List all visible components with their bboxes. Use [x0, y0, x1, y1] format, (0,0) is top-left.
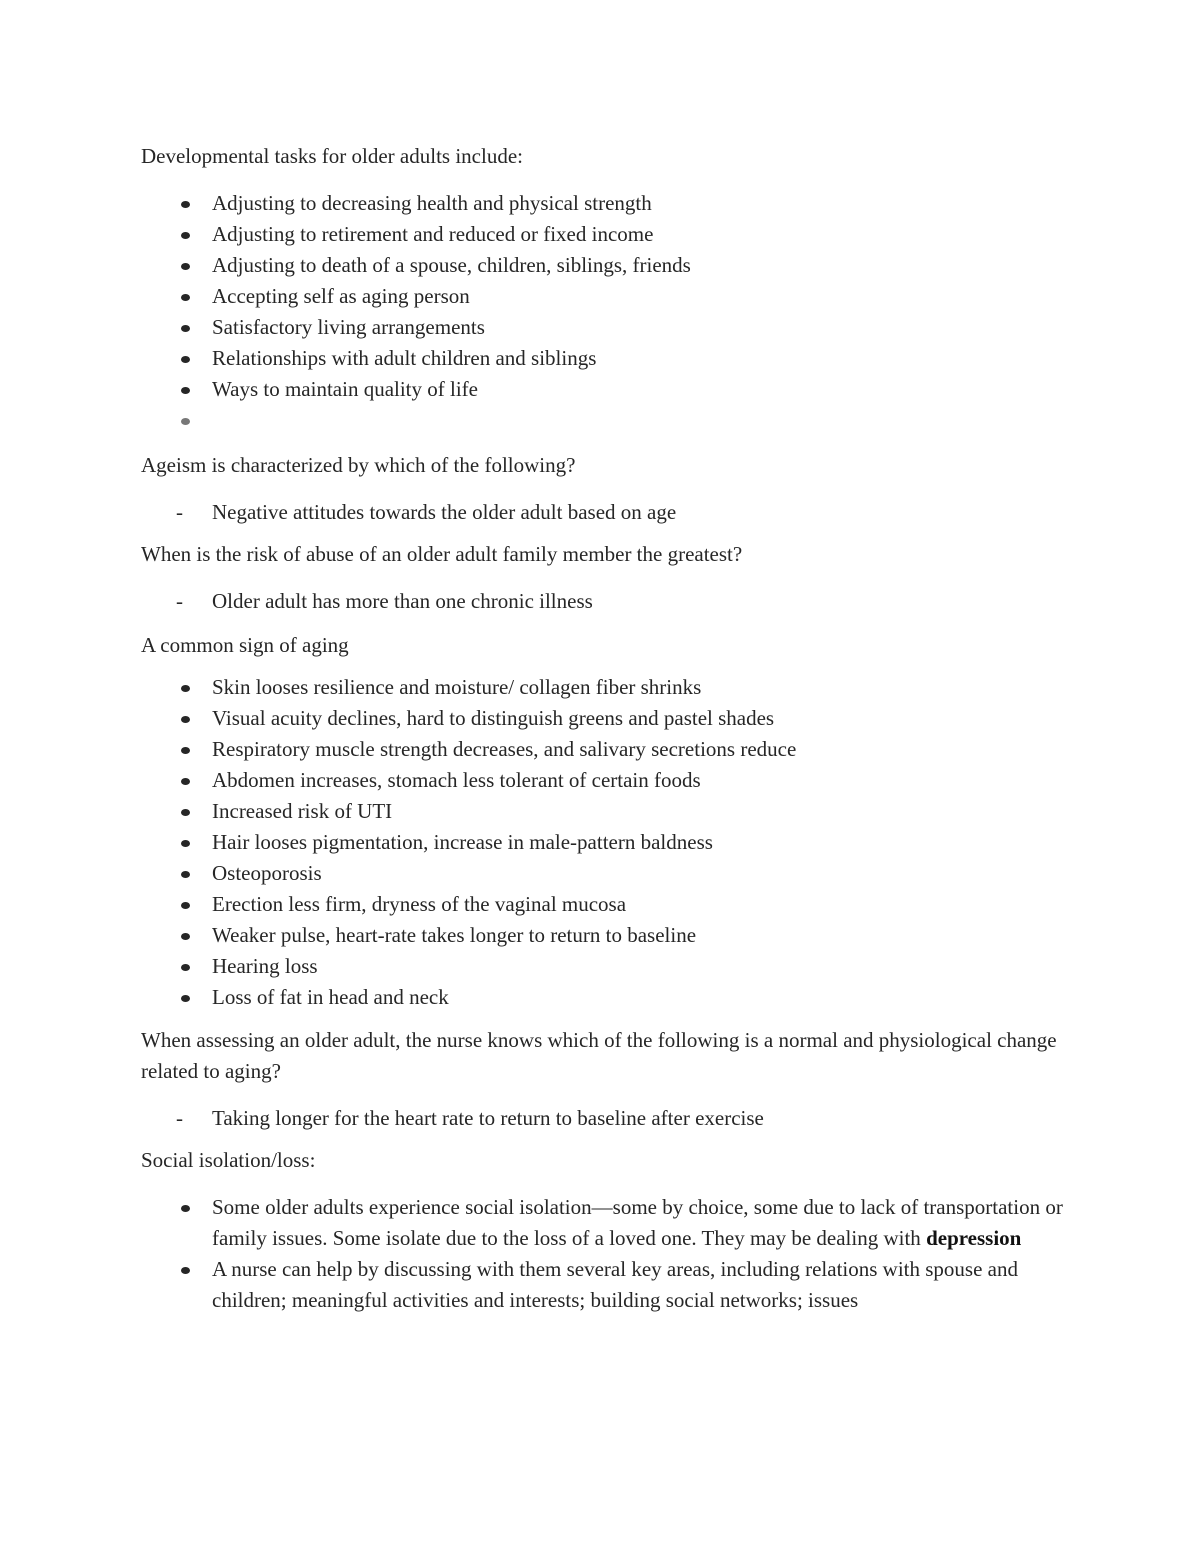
dash-icon: -: [176, 589, 183, 613]
list-item: [141, 312, 1066, 343]
list-item: [141, 920, 1066, 951]
list-item-text: Relationships with adult children and siblings: [212, 346, 597, 370]
bullet-icon: [181, 809, 190, 816]
bullet-icon: [181, 716, 190, 723]
list-item-text: Adjusting to decreasing health and physical strength: [212, 191, 652, 215]
bullet-icon: [181, 263, 190, 270]
list-item: [141, 796, 1066, 827]
abuse-question: When is the risk of abuse of an older adult family member the greatest?: [141, 542, 743, 566]
bullet-icon: [181, 201, 190, 208]
list-item: [141, 827, 1066, 858]
dash-icon: -: [176, 1106, 183, 1130]
assessment-question: When assessing an older adult, the nurse knows which of the following is a normal and physiological change related to aging?: [141, 1028, 1057, 1083]
list-item-text: Adjusting to death of a spouse, children, siblings, friends: [212, 253, 691, 277]
list-item-text: Ways to maintain quality of life: [212, 377, 478, 401]
list-item-text: Erection less firm, dryness of the vaginal mucosa: [212, 892, 627, 916]
bullet-icon: [181, 964, 190, 971]
dev-tasks-heading: Developmental tasks for older adults include:: [141, 144, 523, 168]
bullet-icon: [181, 995, 190, 1002]
list-item-text: Some older adults experience social isolation—some by choice, some due to lack of transportation or family issues. Some isolate due to the loss of a loved one. They may be dealing with: [212, 1195, 1063, 1250]
bullet-icon: [181, 840, 190, 847]
bullet-icon: [181, 1205, 190, 1212]
bullet-icon: [181, 933, 190, 940]
list-item-empty: [141, 405, 1066, 436]
bullet-icon: [181, 747, 190, 754]
list-item-text: Increased risk of UTI: [212, 799, 393, 823]
abuse-answer-list: [141, 586, 1066, 617]
list-item: [141, 1103, 1066, 1134]
list-item: [141, 586, 1066, 617]
assessment-answer-list: [141, 1103, 1066, 1134]
list-item: [141, 343, 1066, 374]
social-heading: Social isolation/loss:: [141, 1148, 316, 1172]
emphasis-text: depression: [926, 1226, 1022, 1250]
list-item: [141, 281, 1066, 312]
list-item: [141, 374, 1066, 405]
list-item-text: Skin looses resilience and moisture/ collagen fiber shrinks: [212, 675, 702, 699]
list-item: [141, 250, 1066, 281]
document-page: [141, 141, 1066, 1316]
list-item-text: Abdomen increases, stomach less tolerant of certain foods: [212, 768, 701, 792]
list-item: [141, 703, 1066, 734]
aging-signs-heading: A common sign of aging: [141, 633, 349, 657]
list-item-text: Weaker pulse, heart-rate takes longer to return to baseline: [212, 923, 697, 947]
list-item: [141, 219, 1066, 250]
bullet-icon: [181, 232, 190, 239]
social-list: [141, 1192, 1066, 1316]
list-item: [141, 188, 1066, 219]
list-item: [141, 982, 1066, 1013]
list-item-text: Adjusting to retirement and reduced or fixed income: [212, 222, 654, 246]
bullet-icon: [181, 1267, 190, 1274]
dash-icon: -: [176, 500, 183, 524]
bullet-icon: [181, 871, 190, 878]
list-item: [141, 951, 1066, 982]
list-item-text: Hearing loss: [212, 954, 318, 978]
dev-tasks-list: [141, 188, 1066, 436]
list-item: [141, 1254, 1066, 1316]
list-item: [141, 889, 1066, 920]
list-item-text: Loss of fat in head and neck: [212, 985, 449, 1009]
aging-signs-list: [141, 672, 1066, 1013]
list-item: [141, 1192, 1066, 1254]
list-item-text: A nurse can help by discussing with them several key areas, including relations with spouse and children; meaningful activities and interests; building social networks; issues: [212, 1257, 1018, 1312]
list-item-text: Osteoporosis: [212, 861, 322, 885]
bullet-icon: [181, 418, 190, 425]
list-item: [141, 734, 1066, 765]
list-item-text: Older adult has more than one chronic illness: [212, 589, 593, 613]
bullet-icon: [181, 685, 190, 692]
bullet-icon: [181, 325, 190, 332]
bullet-icon: [181, 778, 190, 785]
list-item-text: Hair looses pigmentation, increase in male-pattern baldness: [212, 830, 713, 854]
list-item-text: Accepting self as aging person: [212, 284, 470, 308]
ageism-question: Ageism is characterized by which of the following?: [141, 453, 576, 477]
list-item-text: Taking longer for the heart rate to return to baseline after exercise: [212, 1106, 764, 1130]
list-item-text: Satisfactory living arrangements: [212, 315, 485, 339]
list-item-text: Negative attitudes towards the older adult based on age: [212, 500, 677, 524]
list-item-text: Respiratory muscle strength decreases, and salivary secretions reduce: [212, 737, 797, 761]
list-item: [141, 858, 1066, 889]
list-item: [141, 765, 1066, 796]
list-item-text: Visual acuity declines, hard to distinguish greens and pastel shades: [212, 706, 775, 730]
bullet-icon: [181, 902, 190, 909]
bullet-icon: [181, 387, 190, 394]
bullet-icon: [181, 294, 190, 301]
bullet-icon: [181, 356, 190, 363]
list-item: [141, 497, 1066, 528]
ageism-answer-list: [141, 497, 1066, 528]
list-item: [141, 672, 1066, 703]
